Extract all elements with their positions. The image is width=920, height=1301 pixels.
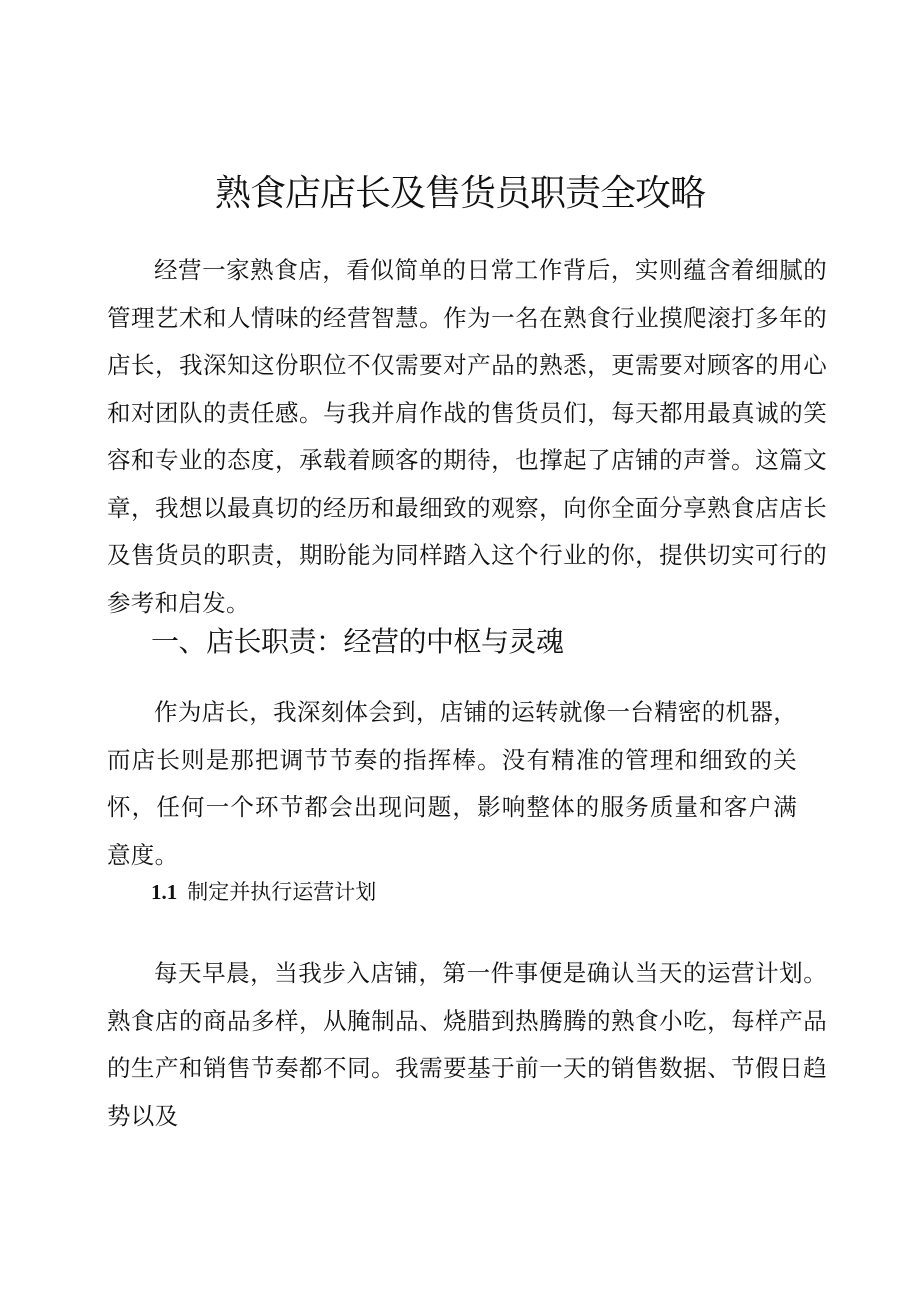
document-title: 熟食店店长及售货员职责全攻略: [214, 173, 705, 214]
subsection-number: 1.1: [151, 880, 178, 904]
subsection-title: 制定并执行运营计划: [187, 880, 377, 904]
intro-paragraph: 经营一家熟食店，看似简单的日常工作背后，实则蕴含着细腻的管理艺术和人情味的经营智慧。作为一名在熟食行业摸爬滚打多年的店长，我深知这份职位不仅需要对产品的熟悉，更需要对顾客的用心和对团队的责任感。与我并肩作战的售货员们，每天都用最真诚的笑容和专业的态度，承载着顾客的期待，也撑起了店铺的声誉。这篇文章，我想以最真切的经历和最细致的观察，向你全面分享熟食店店长及售货员的职责，期盼能为同样踏入这个行业的你，提供切实可行的参考和启发。: [107, 256, 827, 617]
section-1-heading: 一、店长职责：经营的中枢与灵魂: [151, 625, 564, 658]
section-1-paragraph: 作为店长，我深刻体会到，店铺的运转就像一台精密的机器，而店长则是那把调节节奏的指挥棒。没有精准的管理和细致的关怀，任何一个环节都会出现问题，影响整体的服务质量和客户满意度。: [107, 698, 797, 869]
subsection-1-1-heading: [151, 874, 376, 910]
subsection-1-1-paragraph: 每天早晨，当我步入店铺，第一件事便是确认当天的运营计划。熟食店的商品多样，从腌制品、烧腊到热腾腾的熟食小吃，每样产品的生产和销售节奏都不同。我需要基于前一天的销售数据、节假日趋势以及: [107, 959, 827, 1130]
